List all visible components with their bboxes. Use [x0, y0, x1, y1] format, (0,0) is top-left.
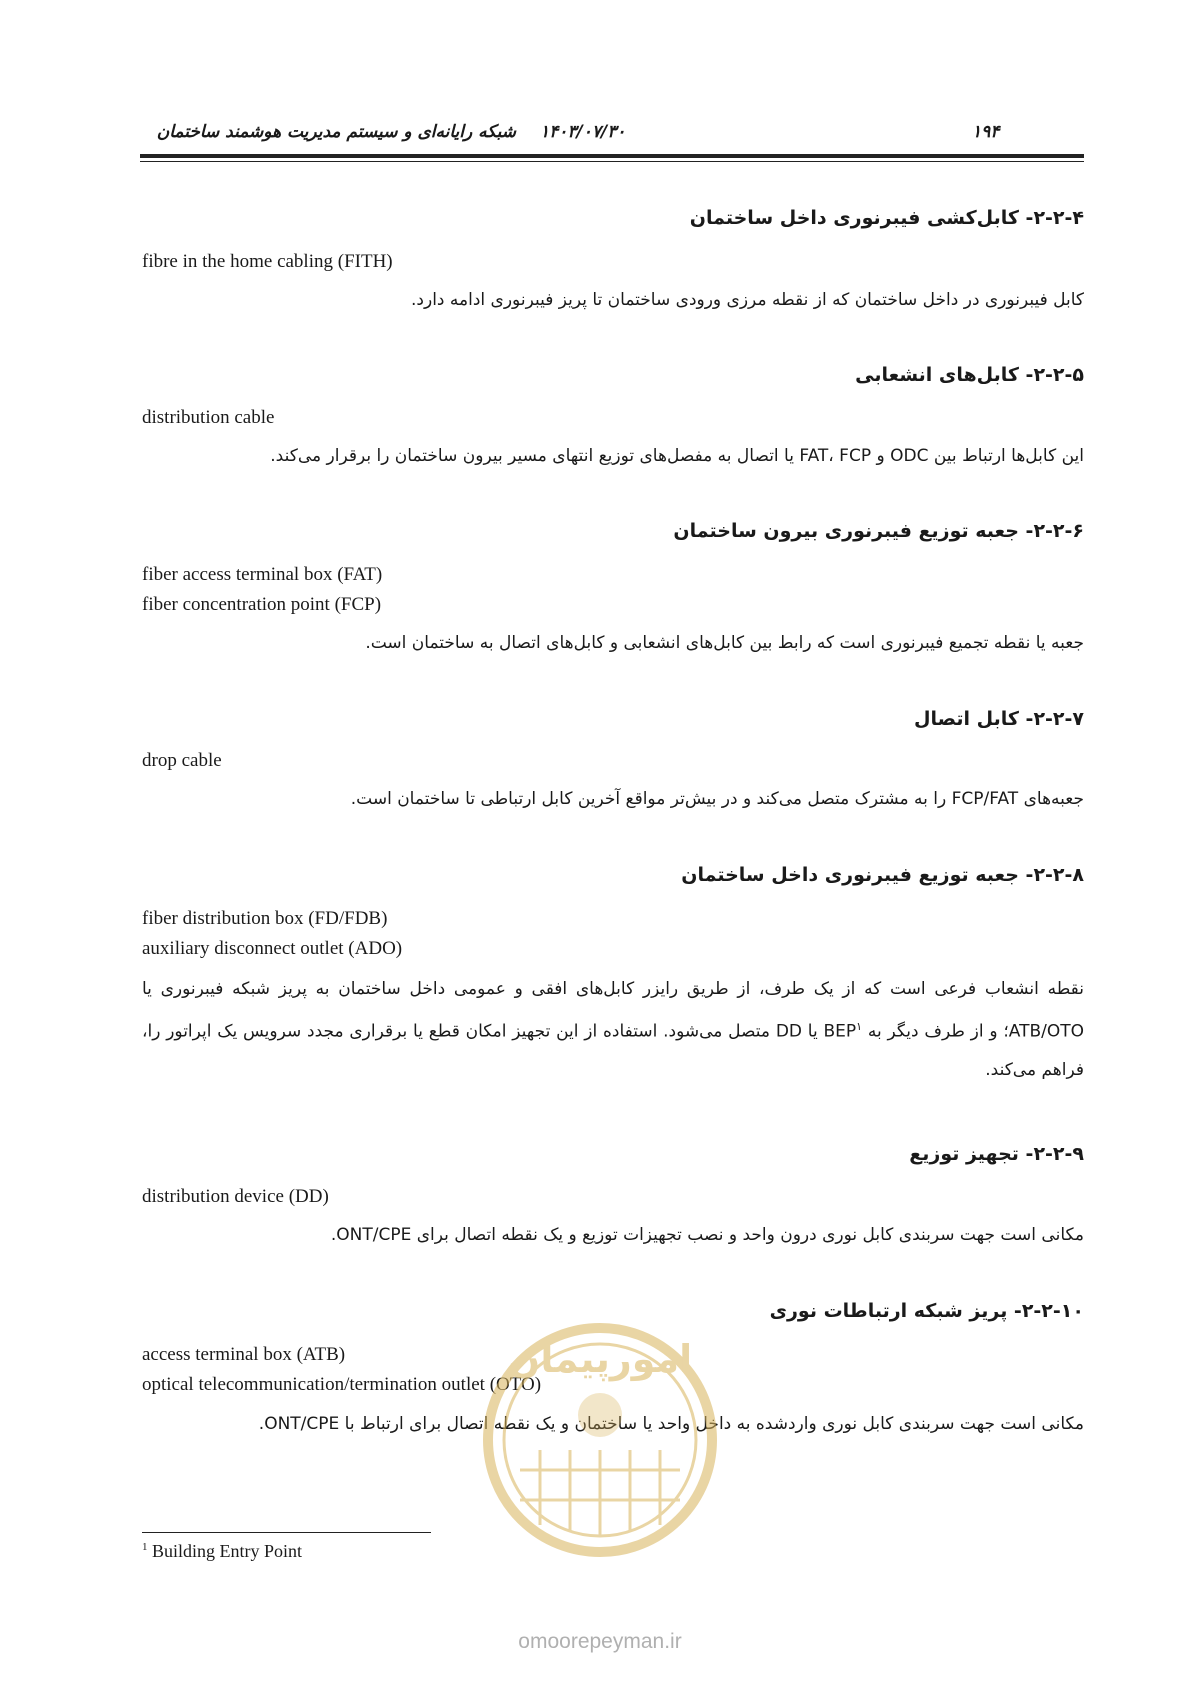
section-heading: ۲-۲-۵- کابل‌های انشعابی	[855, 364, 1084, 386]
footnote-ref: ۱	[856, 1020, 863, 1033]
header-title: شبکه رایانه‌ای و سیستم مدیریت هوشمند ساختمان	[156, 122, 516, 142]
definition: این کابل‌ها ارتباط بین ODC و FAT، FCP یا اتصال به مفصل‌های توزیع انتهای مسیر بیرون ساختمان را برقرار می‌کند.	[270, 446, 1084, 466]
term: fiber access terminal box (FAT)	[142, 564, 383, 585]
footnote-text: Building Entry Point	[147, 1541, 303, 1561]
header-rule-thin	[140, 161, 1084, 162]
watermark-logo-icon	[480, 1300, 720, 1590]
term: fiber concentration point (FCP)	[142, 594, 382, 615]
definition: جعبه یا نقطه تجمیع فیبرنوری است که رابط بین کابل‌های انشعابی و کابل‌های اتصال به ساختمان است.	[365, 633, 1084, 653]
term: fibre in the home cabling (FITH)	[142, 251, 393, 272]
section-heading: ۲-۲-۴- کابل‌کشی فیبرنوری داخل ساختمان	[689, 207, 1084, 229]
definition: جعبه‌های FCP/FAT را به مشترک متصل می‌کند و در بیش‌تر مواقع آخرین کابل ارتباطی تا ساختمان است.	[350, 789, 1084, 809]
definition-part: یا DD متصل می‌شود. استفاده از این تجهیز امکان قطع یا برقراری مجدد سرویس یک اپراتور را، فراهم می‌کند.	[142, 1021, 1084, 1080]
page-number: ۱۹۴	[972, 122, 1000, 142]
term: fiber distribution box (FD/FDB)	[142, 908, 388, 929]
footnote-number: 1	[142, 1541, 148, 1553]
header-rule-thick	[140, 154, 1084, 158]
watermark-url: omoorepeyman.ir	[518, 1630, 682, 1653]
header-date: ۱۴۰۳/۰۷/۳۰	[540, 122, 626, 142]
section-heading: ۲-۲-۷- کابل اتصال	[914, 708, 1084, 730]
section-heading: ۲-۲-۸- جعبه توزیع فیبرنوری داخل ساختمان	[681, 864, 1084, 886]
definition: کابل فیبرنوری در داخل ساختمان که از نقطه مرزی ورودی ساختمان تا پریز فیبرنوری ادامه دارد.	[411, 290, 1084, 310]
term: optical telecommunication/termination outlet (OTO)	[142, 1374, 542, 1395]
term: distribution device (DD)	[142, 1186, 329, 1207]
term: auxiliary disconnect outlet (ADO)	[142, 938, 403, 959]
term: drop cable	[142, 750, 222, 771]
footnote-rule	[142, 1532, 431, 1533]
section-heading: ۲-۲-۹- تجهیز توزیع	[909, 1143, 1084, 1165]
definition: مکانی است جهت سربندی کابل نوری واردشده به داخل واحد یا ساختمان و یک نقطه اتصال برای ارتباط با ONT/CPE.	[258, 1414, 1084, 1434]
footnote	[142, 1541, 302, 1562]
definition-part: نقطه انشعاب فرعی است که از یک طرف، از طریق رایزر کابل‌های افقی و عمومی داخل ساختمان به پریز شبکه فیبرنوری یا ATB/OTO؛ و از طرف دیگر به BEP	[142, 979, 1084, 1042]
term: distribution cable	[142, 407, 275, 428]
definition: مکانی است جهت سربندی کابل نوری درون واحد و نصب تجهیزات توزیع و یک نقطه اتصال برای ONT/CPE.	[330, 1225, 1084, 1245]
watermark-logo-text: امورپیمان	[507, 1337, 693, 1381]
section-heading: ۲-۲-۶- جعبه توزیع فیبرنوری بیرون ساختمان	[673, 520, 1084, 542]
section-heading: ۲-۲-۱۰- پریز شبکه ارتباطات نوری	[769, 1300, 1084, 1322]
term: access terminal box (ATB)	[142, 1344, 346, 1365]
definition	[142, 970, 1084, 1089]
